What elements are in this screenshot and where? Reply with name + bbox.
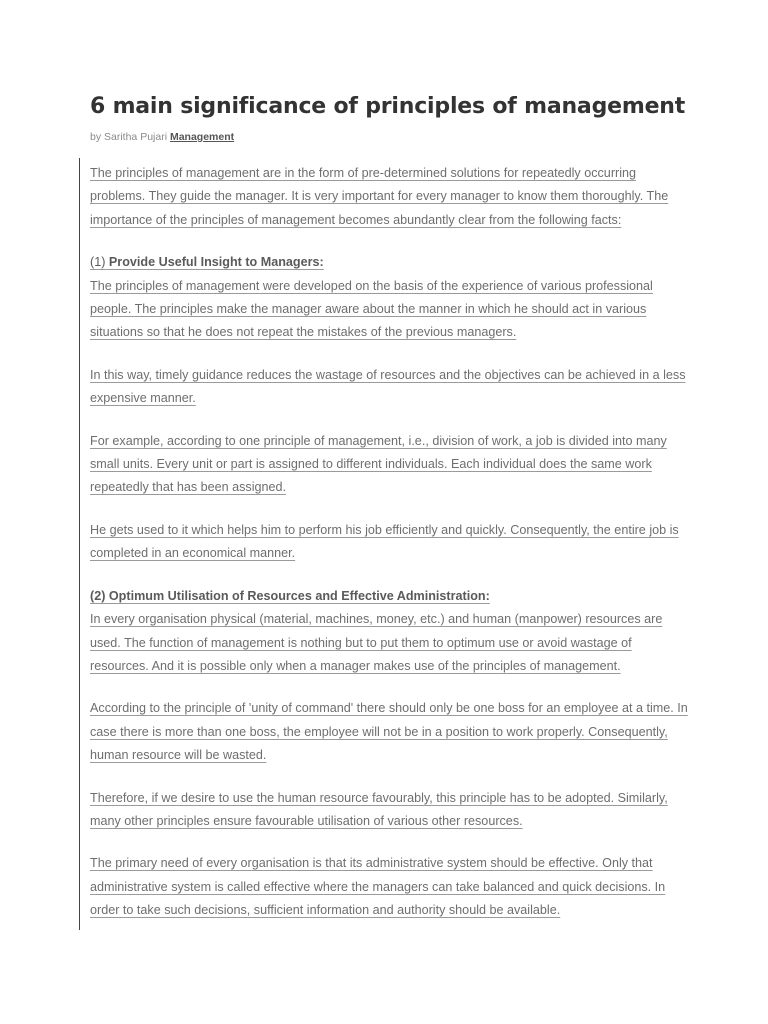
section-1-paragraph-2[interactable]: In this way, timely guidance reduces the wastage of resources and the objectives can be achieved in a less expensive manner.: [90, 367, 686, 406]
section-2[interactable]: [90, 585, 690, 679]
author-text: by Saritha Pujari: [90, 131, 168, 143]
category-link[interactable]: Management: [169, 131, 235, 143]
article-body: [90, 162, 690, 942]
section-1-number: (1): [90, 255, 106, 270]
section-2-heading: (2) Optimum Utilisation of Resources and Effective Administration:: [90, 588, 490, 603]
section-1-paragraph-1: The principles of management were developed on the basis of the experience of various professional people. The principles make the manager aware about the manner in which he should act in various situations so that he does not repeat the mistakes of the previous managers.: [90, 278, 653, 340]
blockquote-border: [79, 158, 80, 930]
section-1[interactable]: [90, 251, 690, 345]
section-1-paragraph-3[interactable]: For example, according to one principle of management, i.e., division of work, a job is divided into many small units. Every unit or part is assigned to different individuals. Each individual does the same work repeatedly that has been assigned.: [90, 433, 667, 495]
section-1-heading: [90, 251, 690, 274]
section-2-paragraph-2[interactable]: According to the principle of 'unity of command' there should only be one boss for an employee at a time. In case there is more than one boss, the employee will not be in a position to work properly. Consequently, human resource will be wasted.: [90, 701, 688, 763]
section-1-heading-text: Provide Useful Insight to Managers:: [108, 255, 324, 270]
intro-paragraph[interactable]: The principles of management are in the form of pre-determined solutions for repeatedly occurring problems. They guide the manager. It is very important for every manager to know them thoroughly. The importance of the principles of management becomes abundantly clear from the following facts:: [90, 166, 669, 227]
section-2-paragraph-1: In every organisation physical (material, machines, money, etc.) and human (manpower) resources are used. The function of management is nothing but to put them to optimum use or avoid wastage of resources. And it is possible only when a manager makes use of the principles of management.: [90, 612, 663, 673]
section-2-paragraph-4[interactable]: The primary need of every organisation is that its administrative system should be effective. Only that administrative system is called effective where the managers can take balanced and quick decisions. In order to take such decisions, sufficient information and authority should be available.: [90, 856, 666, 918]
section-2-paragraph-3[interactable]: Therefore, if we desire to use the human resource favourably, this principle has to be adopted. Similarly, many other principles ensure favourable utilisation of various other resources.: [90, 790, 668, 828]
article-title: 6 main significance of principles of management: [90, 94, 686, 119]
section-1-paragraph-4[interactable]: He gets used to it which helps him to perform his job efficiently and quickly. Consequently, the entire job is completed in an economical manner.: [90, 522, 679, 561]
byline: [90, 130, 234, 144]
